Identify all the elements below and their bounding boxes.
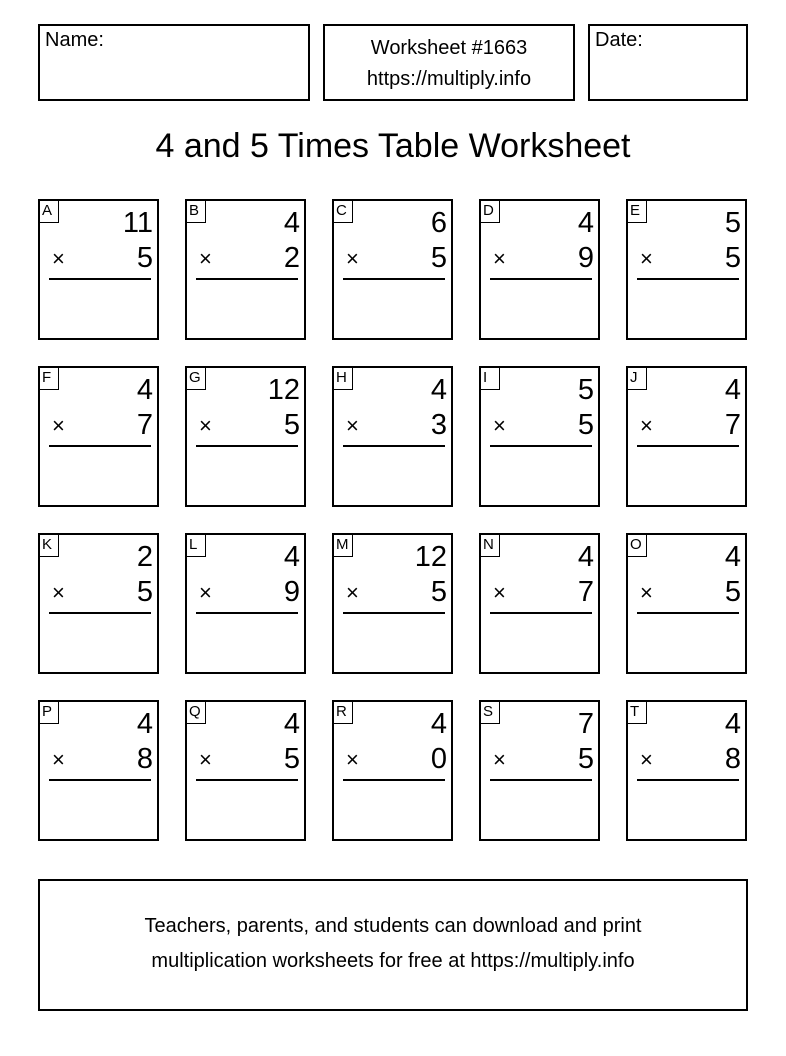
problem-label: R <box>333 701 353 724</box>
multiplier: 5 <box>577 743 594 775</box>
problem-label: P <box>39 701 59 724</box>
multiplicand: 4 <box>136 708 153 740</box>
multiplier: 5 <box>724 242 741 274</box>
multiplier: 5 <box>430 576 447 608</box>
times-icon: × <box>199 413 212 438</box>
problem-label: E <box>627 200 647 223</box>
problem-label: B <box>186 200 206 223</box>
problem-label: A <box>39 200 59 223</box>
problem-card[interactable] <box>332 533 453 674</box>
problem-card[interactable] <box>332 199 453 340</box>
times-icon: × <box>52 246 65 271</box>
worksheet-url: https://multiply.info <box>366 68 532 90</box>
times-icon: × <box>52 580 65 605</box>
problem-label: L <box>186 534 206 557</box>
problem-card[interactable] <box>38 533 159 674</box>
multiplier: 2 <box>283 242 300 274</box>
problem-card[interactable] <box>185 199 306 340</box>
answer-line <box>49 278 151 280</box>
problem-card[interactable] <box>332 366 453 507</box>
answer-line <box>637 445 739 447</box>
answer-line <box>196 779 298 781</box>
multiplicand: 4 <box>283 207 300 239</box>
times-icon: × <box>493 413 506 438</box>
multiplier: 7 <box>136 409 153 441</box>
multiplier: 7 <box>577 576 594 608</box>
times-icon: × <box>493 747 506 772</box>
times-icon: × <box>640 413 653 438</box>
answer-line <box>490 779 592 781</box>
answer-line <box>343 612 445 614</box>
times-icon: × <box>640 580 653 605</box>
answer-line <box>49 612 151 614</box>
answer-line <box>490 445 592 447</box>
problem-card[interactable] <box>185 533 306 674</box>
times-icon: × <box>346 413 359 438</box>
name-label: Name: <box>45 29 104 51</box>
problem-label: S <box>480 701 500 724</box>
multiplicand: 11 <box>122 207 153 239</box>
footer-line-1: Teachers, parents, and students can download and print <box>144 915 642 937</box>
problem-label: T <box>627 701 647 724</box>
problem-card[interactable] <box>479 700 600 841</box>
problem-label: G <box>186 367 206 390</box>
problem-card[interactable] <box>185 366 306 507</box>
multiplicand: 4 <box>577 207 594 239</box>
problem-card[interactable] <box>332 700 453 841</box>
multiplier: 3 <box>430 409 447 441</box>
answer-line <box>637 612 739 614</box>
multiplier: 5 <box>724 576 741 608</box>
multiplicand: 2 <box>136 541 153 573</box>
problem-card[interactable] <box>479 366 600 507</box>
problem-label: C <box>333 200 353 223</box>
times-icon: × <box>493 580 506 605</box>
problem-card[interactable] <box>38 700 159 841</box>
multiplier: 8 <box>136 743 153 775</box>
multiplicand: 4 <box>577 541 594 573</box>
multiplier: 5 <box>136 576 153 608</box>
answer-line <box>49 445 151 447</box>
problem-card[interactable] <box>38 199 159 340</box>
multiplicand: 4 <box>283 541 300 573</box>
problem-card[interactable] <box>626 700 747 841</box>
multiplicand: 4 <box>283 708 300 740</box>
times-icon: × <box>346 580 359 605</box>
multiplier: 5 <box>283 409 300 441</box>
answer-line <box>49 779 151 781</box>
problem-label: K <box>39 534 59 557</box>
times-icon: × <box>493 246 506 271</box>
multiplier: 5 <box>577 409 594 441</box>
multiplicand: 4 <box>724 541 741 573</box>
multiplier: 5 <box>430 242 447 274</box>
multiplier: 5 <box>136 242 153 274</box>
multiplier: 9 <box>283 576 300 608</box>
problem-card[interactable] <box>185 700 306 841</box>
problem-card[interactable] <box>479 533 600 674</box>
answer-line <box>637 779 739 781</box>
worksheet-number: Worksheet #1663 <box>370 37 528 59</box>
times-icon: × <box>199 747 212 772</box>
answer-line <box>196 278 298 280</box>
times-icon: × <box>346 747 359 772</box>
answer-line <box>343 779 445 781</box>
multiplicand: 4 <box>430 374 447 406</box>
multiplicand: 5 <box>577 374 594 406</box>
answer-line <box>196 445 298 447</box>
date-label: Date: <box>595 29 643 51</box>
multiplicand: 12 <box>414 541 447 573</box>
name-field[interactable] <box>38 24 310 101</box>
problem-card[interactable] <box>38 366 159 507</box>
problem-card[interactable] <box>626 199 747 340</box>
answer-line <box>490 612 592 614</box>
answer-line <box>343 445 445 447</box>
multiplier: 7 <box>724 409 741 441</box>
times-icon: × <box>199 246 212 271</box>
problem-label: I <box>480 367 500 390</box>
problem-label: Q <box>186 701 206 724</box>
page-title: 4 and 5 Times Table Worksheet <box>155 127 631 165</box>
multiplicand: 4 <box>430 708 447 740</box>
times-icon: × <box>52 747 65 772</box>
times-icon: × <box>199 580 212 605</box>
date-field[interactable] <box>588 24 748 101</box>
times-icon: × <box>640 747 653 772</box>
multiplicand: 12 <box>267 374 300 406</box>
problem-card[interactable] <box>626 366 747 507</box>
multiplicand: 4 <box>136 374 153 406</box>
multiplicand: 4 <box>724 708 741 740</box>
problem-label: J <box>627 367 647 390</box>
footer-note <box>38 879 748 1011</box>
problem-label: O <box>627 534 647 557</box>
times-icon: × <box>52 413 65 438</box>
answer-line <box>490 278 592 280</box>
problem-label: N <box>480 534 500 557</box>
problem-label: D <box>480 200 500 223</box>
problem-card[interactable] <box>479 199 600 340</box>
multiplier: 0 <box>430 743 447 775</box>
answer-line <box>343 278 445 280</box>
multiplier: 9 <box>577 242 594 274</box>
times-icon: × <box>640 246 653 271</box>
problem-label: F <box>39 367 59 390</box>
times-icon: × <box>346 246 359 271</box>
multiplicand: 6 <box>430 207 447 239</box>
answer-line <box>196 612 298 614</box>
multiplicand: 4 <box>724 374 741 406</box>
problem-label: M <box>333 534 353 557</box>
answer-line <box>637 278 739 280</box>
worksheet-info-box <box>323 24 575 101</box>
multiplier: 5 <box>283 743 300 775</box>
problem-label: H <box>333 367 353 390</box>
problem-card[interactable] <box>626 533 747 674</box>
multiplicand: 5 <box>724 207 741 239</box>
footer-line-2: multiplication worksheets for free at https://multiply.info <box>151 950 635 972</box>
multiplicand: 7 <box>577 708 594 740</box>
multiplier: 8 <box>724 743 741 775</box>
